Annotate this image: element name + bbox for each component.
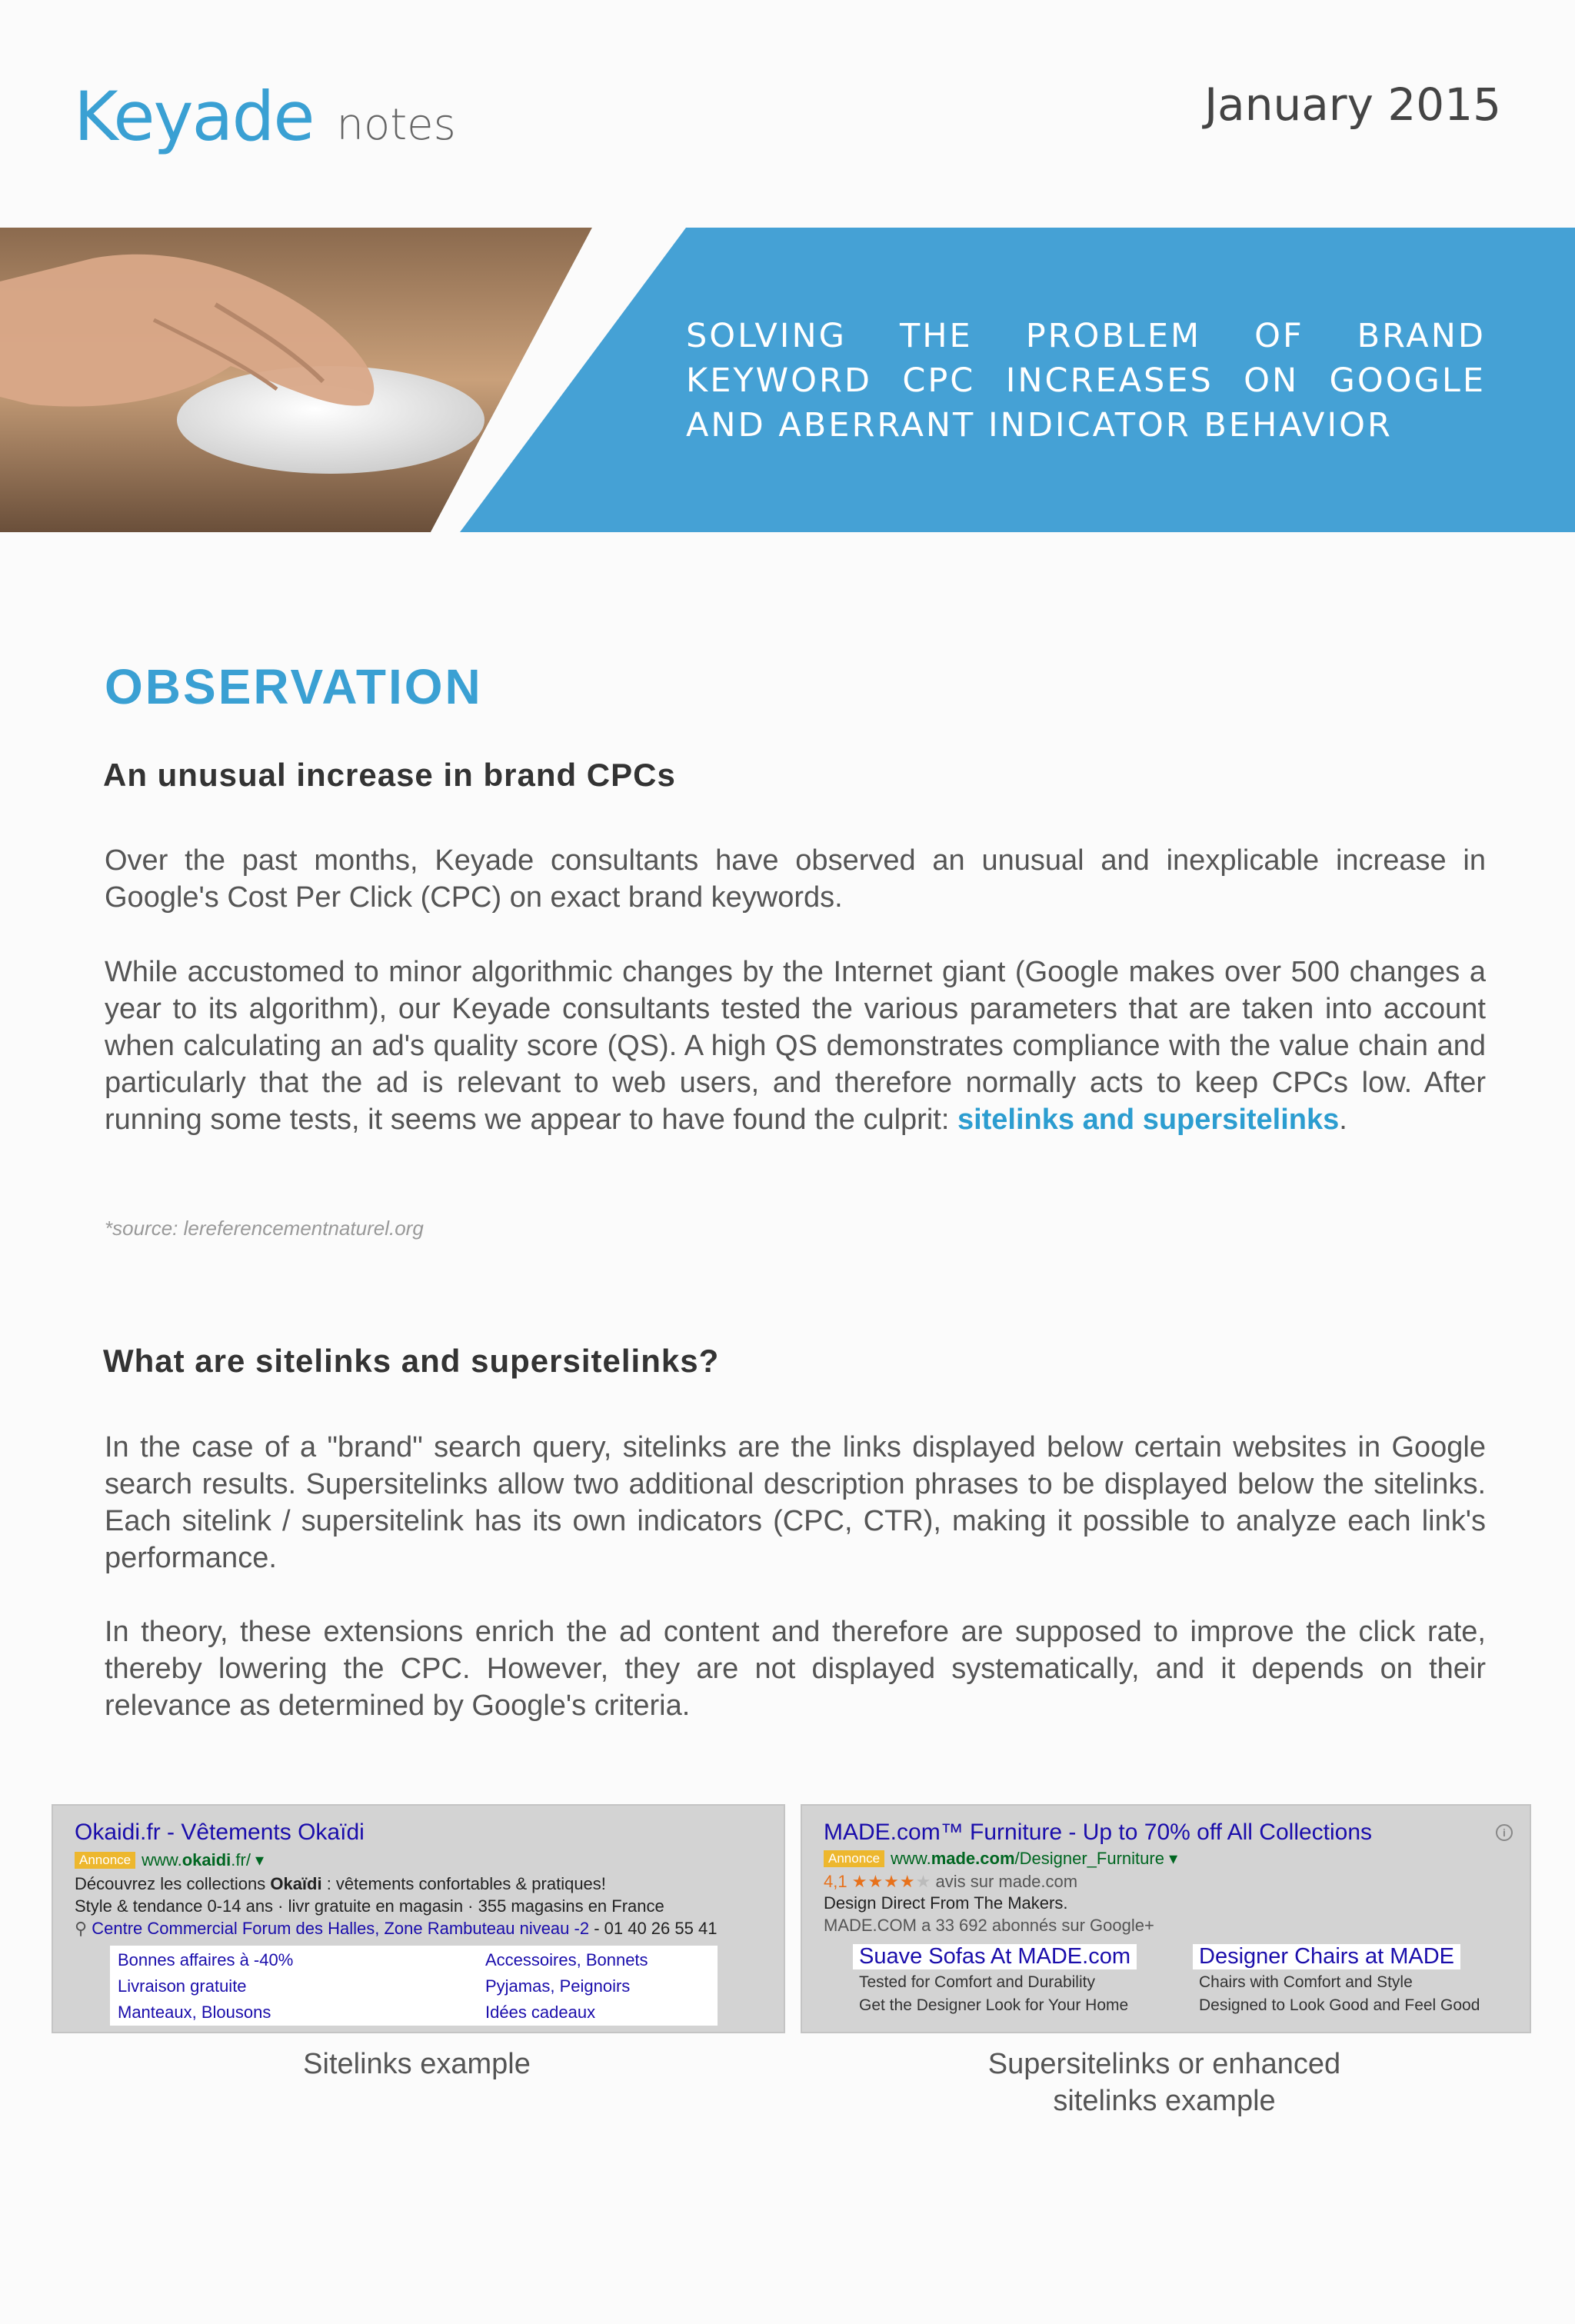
banner-title: SOLVING THE PROBLEM OF BRAND KEYWORD CPC INCREASES ON GOOGLE AND ABERRANT INDICATOR BEHAVIOR [686, 317, 1486, 444]
ad-title[interactable]: Okaidi.fr - Vêtements Okaïdi [75, 1820, 365, 1845]
supersitelink-desc: Get the Designer Look for Your Home [859, 1996, 1129, 2014]
sitelinks-heading: What are sitelinks and supersitelinks? [103, 1343, 720, 1379]
sitelinks-caption: Sitelinks example [303, 2048, 531, 2080]
supersitelink-title[interactable]: Designer Chairs at MADE [1193, 1944, 1460, 1969]
rating-empty-star-icon: ★ [915, 1872, 931, 1891]
sitelink[interactable]: Pyjamas, Peignoirs [485, 1976, 631, 1996]
supersitelinks-example-ad [801, 1804, 1531, 2033]
ad-description-1: Découvrez les collections Okaïdi : vêtements confortables & pratiques! [75, 1874, 606, 1893]
ad-display-url[interactable]: www.made.com/Designer_Furniture ▾ [891, 1849, 1178, 1868]
sitelink[interactable]: Idées cadeaux [485, 2003, 596, 2022]
observation-paragraph-2: While accustomed to minor algorithmic changes by the Internet giant (Google makes over 500 changes a year to its algorithm), our Keyade consultants tested the various parameters that are taken into account when calculating an ad's quality score (QS). A high QS demonstrates compliance with the value chain and particularly that the ad is relevant to web users, and therefore normally acts to keep CPCs low. After running some tests, it seems we appear to have found the culprit: sitelinks and supersitelinks. [105, 956, 1486, 1136]
rating-stars-icon: ★★★★ [851, 1872, 916, 1891]
location-pin-icon: ⚲ [75, 1919, 88, 1938]
info-icon[interactable]: i [1496, 1824, 1513, 1841]
ad-social: MADE.COM a 33 692 abonnés sur Google+ [824, 1916, 1154, 1935]
source-note: *source: lereferencementnaturel.org [105, 1217, 424, 1240]
sitelinks-panel [110, 1946, 718, 2026]
observation-subheading: An unusual increase in brand CPCs [103, 757, 676, 793]
supersitelink-title[interactable]: Suave Sofas At MADE.com [853, 1944, 1137, 1969]
supersitelink-desc: Chairs with Comfort and Style [1199, 1973, 1413, 1991]
ad-badge: Annonce [824, 1850, 884, 1867]
logo [74, 74, 456, 156]
supersitelink-desc: Tested for Comfort and Durability [859, 1973, 1095, 1991]
ad-location[interactable]: ⚲ Centre Commercial Forum des Halles, Zone Rambuteau niveau -2 - 01 40 26 55 41 [75, 1919, 718, 1938]
sitelink[interactable]: Bonnes affaires à -40% [118, 1950, 294, 1969]
sitelinks-paragraph-1: In the case of a "brand" search query, sitelinks are the links displayed below certain websites in Google search results. Supersitelinks allow two additional description phrases to be displayed below the sitelinks. Each sitelink / supersitelink has its own indicators (CPC, CTR), making it possible to analyze each link's performance. [105, 1431, 1486, 1574]
sitelinks-example-ad [52, 1804, 785, 2033]
highlight-sitelinks: sitelinks and supersitelinks [957, 1104, 1340, 1136]
ad-description-1: Design Direct From The Makers. [824, 1893, 1068, 1913]
ad-badge: Annonce [75, 1852, 135, 1869]
sitelinks-paragraph-2: In theory, these extensions enrich the ad content and therefore are supposed to improve the click rate, thereby lowering the CPC. However, they are not displayed systematically, and it depends on their relevance as determined by Google's criteria. [105, 1616, 1486, 1722]
logo-suffix: notes [336, 99, 456, 150]
ad-url [824, 1849, 1177, 1869]
issue-date: January 2015 [1204, 78, 1501, 131]
supersitelink-desc: Designed to Look Good and Feel Good [1199, 1996, 1480, 2014]
ad-rating: 4,1 ★★★★★ avis sur made.com [824, 1872, 1078, 1891]
logo-wordmark: Keyade [74, 77, 314, 156]
ad-url [75, 1850, 264, 1870]
sitelink[interactable]: Manteaux, Blousons [118, 2003, 271, 2022]
sitelink[interactable]: Livraison gratuite [118, 1976, 247, 1996]
ad-description-2: Style & tendance 0-14 ans · livr gratuite en magasin · 355 magasins en France [75, 1896, 664, 1916]
ad-display-url[interactable]: www.okaidi.fr/ ▾ [142, 1850, 265, 1870]
sitelink[interactable]: Accessoires, Bonnets [485, 1950, 648, 1969]
supersitelinks-caption: Supersitelinks or enhanced sitelinks example [987, 2048, 1341, 2117]
observation-paragraph-1: Over the past months, Keyade consultants have observed an unusual and inexplicable increase in Google's Cost Per Click (CPC) on exact brand keywords. [105, 844, 1486, 914]
observation-heading: OBSERVATION [105, 659, 483, 714]
ad-title[interactable]: MADE.com™ Furniture - Up to 70% off All Collections [824, 1820, 1373, 1845]
